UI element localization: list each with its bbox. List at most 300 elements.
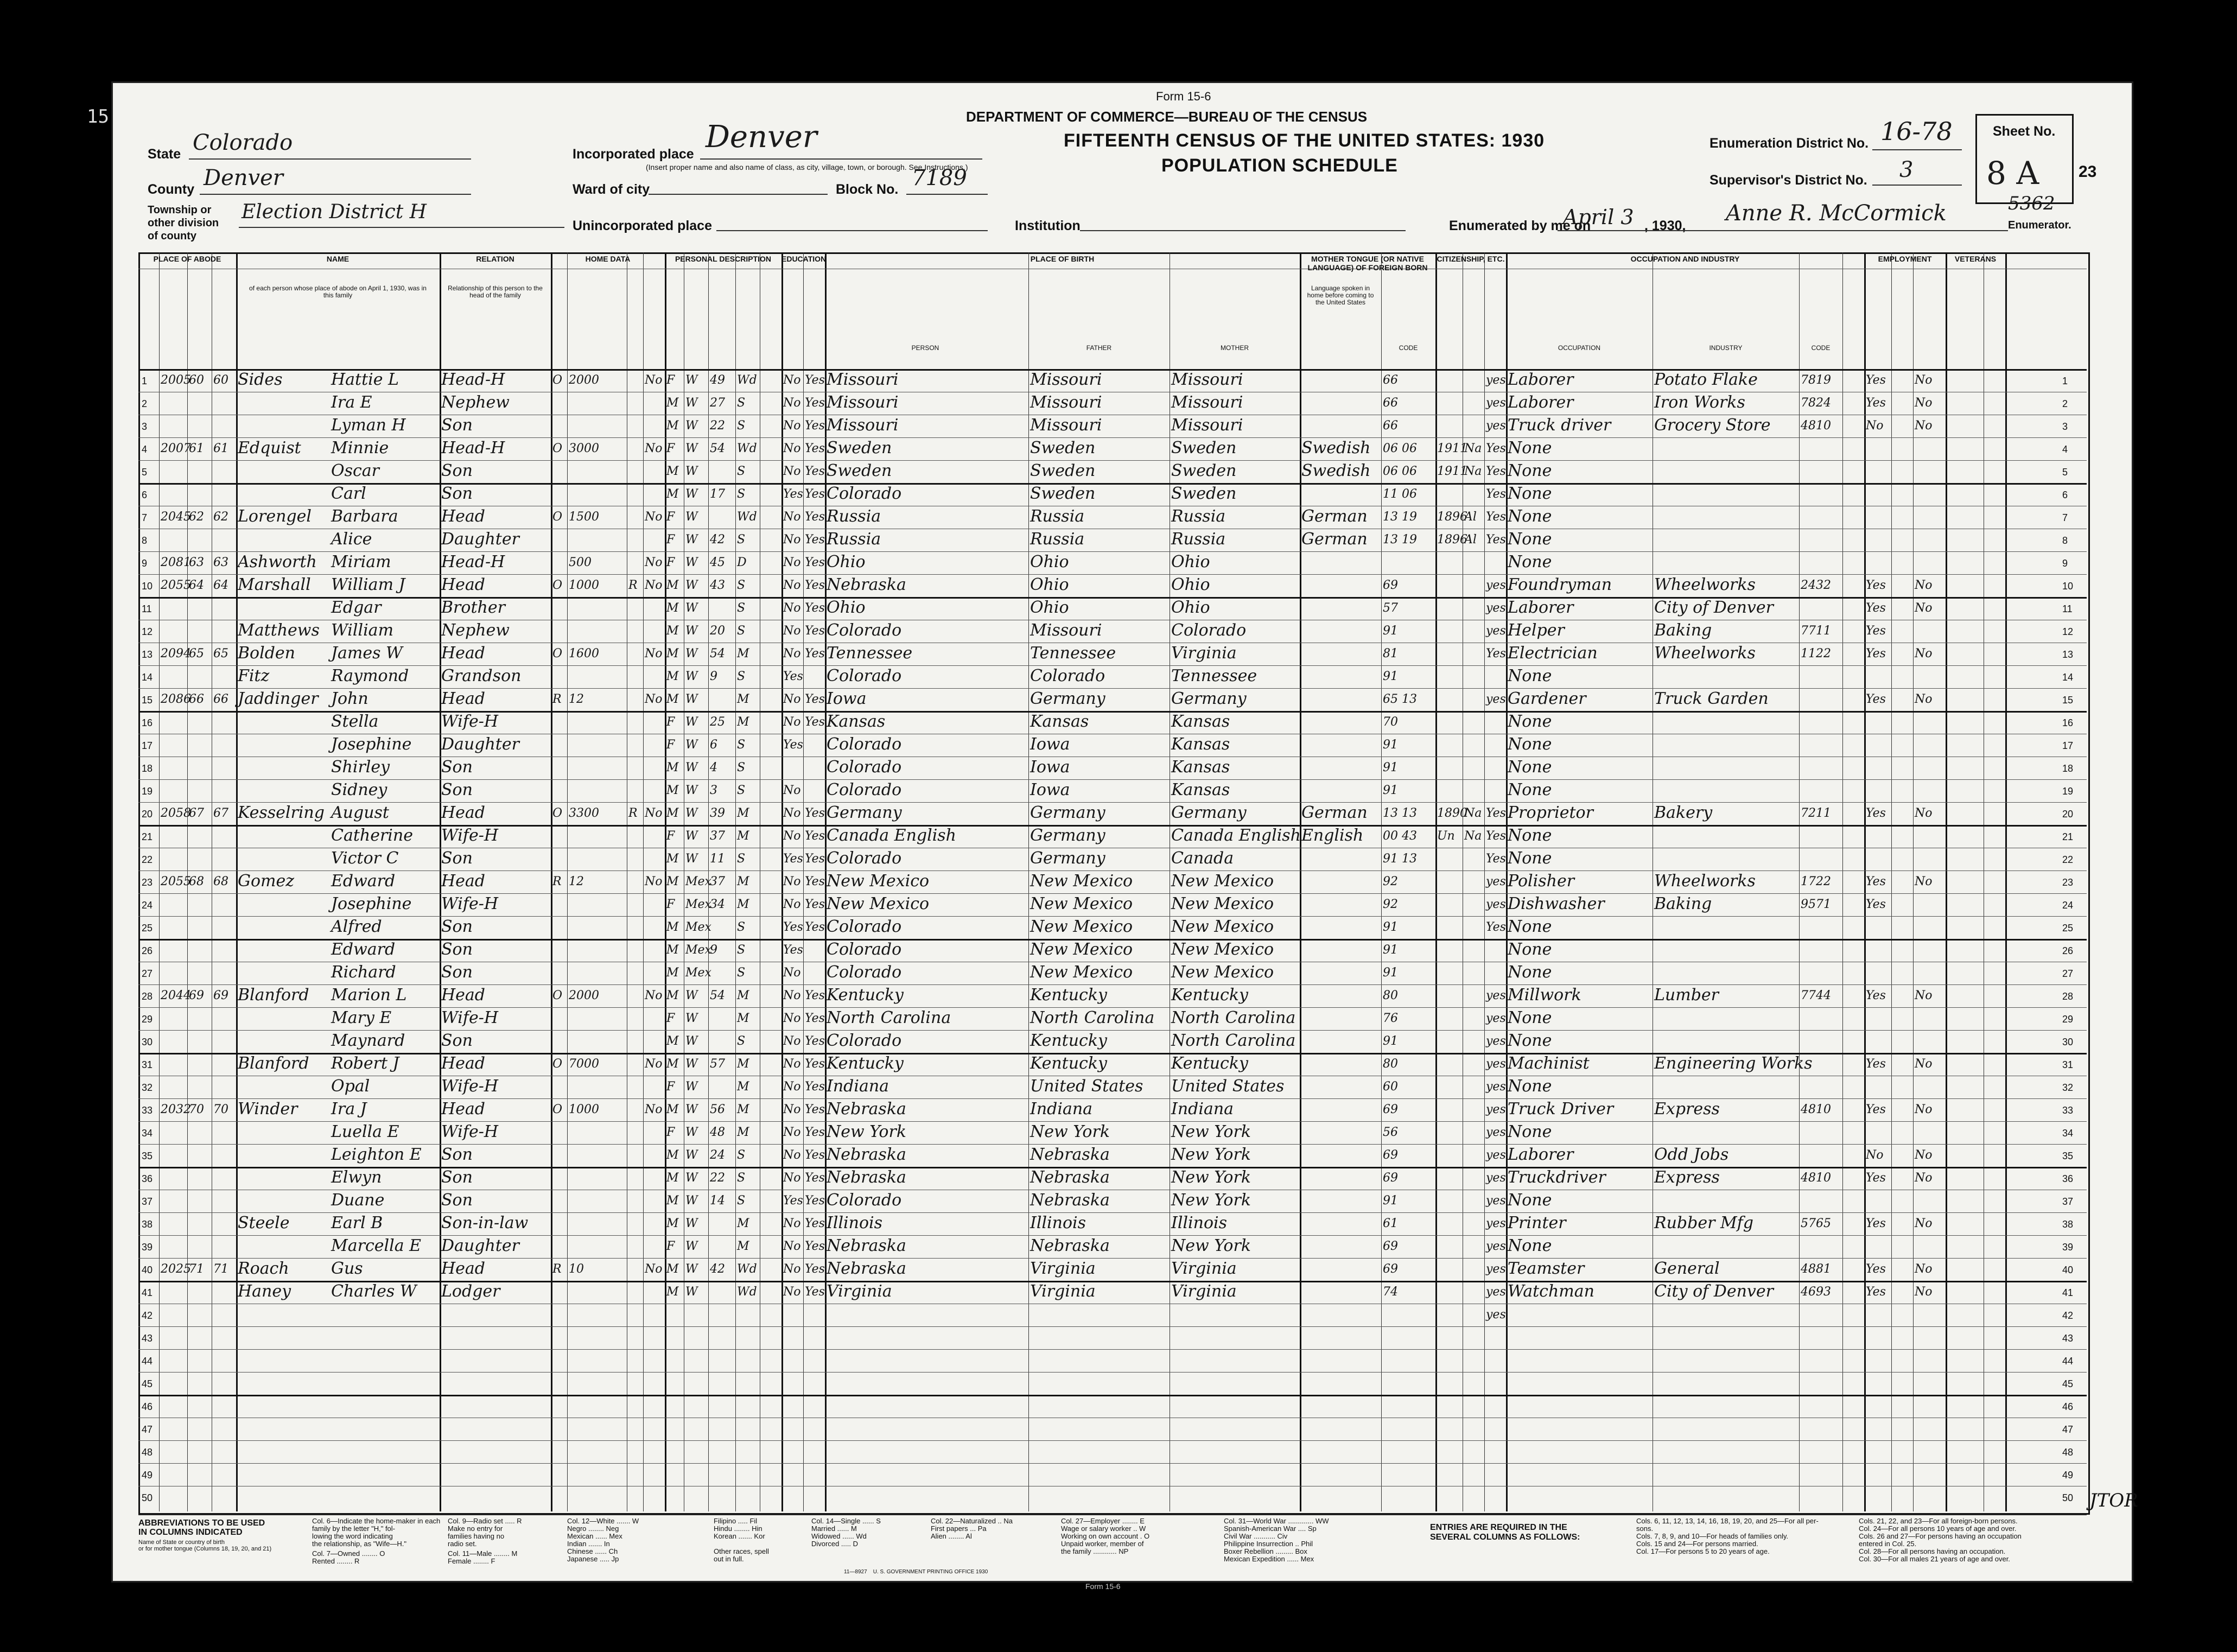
cell-ln3: 49 bbox=[2062, 1470, 2074, 1481]
cell-ln: 37 bbox=[142, 1196, 153, 1207]
cell-name-given: John bbox=[331, 689, 368, 708]
cell-occ: Truck driver bbox=[1508, 416, 1611, 435]
cell-ln: 19 bbox=[142, 786, 153, 797]
cell-name-given: William bbox=[331, 621, 394, 640]
cell-ln: 13 bbox=[142, 649, 153, 660]
cell-code: 69 bbox=[1383, 1103, 1398, 1116]
cell-ln: 2 bbox=[142, 398, 148, 409]
cell-dw: 66 bbox=[189, 692, 204, 706]
cell-eng: yes bbox=[1486, 419, 1506, 433]
cell-street: 2007 bbox=[161, 442, 191, 455]
abbreviations-subtitle: Name of State or country of birth or for mother tongue (Columns 18, 19, 20, and 21) bbox=[138, 1539, 272, 1552]
cell-name-surname: Fitz bbox=[238, 666, 270, 685]
table-row bbox=[138, 551, 2087, 574]
cell-sex: M bbox=[666, 487, 679, 501]
cell-father: Germany bbox=[1030, 689, 1105, 708]
cell-name-surname: Edquist bbox=[238, 439, 301, 458]
column-header-occupation: OCCUPATION bbox=[1558, 344, 1601, 352]
cell-dw: 68 bbox=[189, 875, 204, 888]
cell-sex: F bbox=[666, 510, 675, 524]
cell-birth: Colorado bbox=[827, 849, 902, 868]
cell-sex: F bbox=[666, 715, 675, 729]
cell-race: W bbox=[685, 670, 698, 683]
cell-vet: No bbox=[1915, 989, 1933, 1002]
cell-rel: Son bbox=[441, 1145, 473, 1164]
cell-name-given: Josephine bbox=[331, 894, 412, 913]
cell-mother: Illinois bbox=[1171, 1213, 1228, 1232]
cell-read: Yes bbox=[805, 1012, 825, 1025]
table-row bbox=[138, 1418, 2087, 1440]
cell-sex: M bbox=[666, 852, 679, 866]
table-row bbox=[138, 1121, 2087, 1144]
cell-ln: 27 bbox=[142, 968, 153, 979]
cell-race: W bbox=[685, 1194, 698, 1208]
cell-farm: No bbox=[645, 875, 663, 888]
cell-eng: yes bbox=[1486, 1126, 1506, 1139]
cell-read: Yes bbox=[805, 556, 825, 569]
cell-race: W bbox=[685, 1012, 698, 1025]
cell-tenure: O bbox=[552, 806, 563, 820]
cell-occ: None bbox=[1508, 439, 1552, 458]
township-label: Township or other division of county bbox=[148, 204, 219, 242]
cell-birth: Colorado bbox=[827, 940, 902, 959]
cell-father: Ohio bbox=[1030, 552, 1069, 571]
cell-father: Nebraska bbox=[1030, 1145, 1110, 1164]
cell-name-given: Sidney bbox=[331, 780, 387, 799]
cell-farm: No bbox=[645, 579, 663, 592]
cell-icode: 9571 bbox=[1801, 898, 1831, 911]
cell-ln3: 43 bbox=[2062, 1333, 2074, 1344]
cell-lang: German bbox=[1301, 803, 1368, 822]
cell-name-surname: Lorengel bbox=[238, 507, 312, 526]
cell-ln: 49 bbox=[142, 1470, 153, 1481]
cell-code: 92 bbox=[1383, 898, 1398, 911]
table-row bbox=[138, 1349, 2087, 1372]
cell-sex: F bbox=[666, 533, 675, 547]
cell-school: No bbox=[783, 647, 801, 660]
cell-mar: S bbox=[737, 487, 746, 501]
cell-occ: None bbox=[1508, 484, 1552, 503]
cell-name-given: Barbara bbox=[331, 507, 398, 526]
cell-value: 12 bbox=[569, 875, 584, 888]
cell-name-given: Oscar bbox=[331, 461, 380, 480]
cell-mother: Canada English bbox=[1171, 826, 1301, 845]
cell-birth: Colorado bbox=[827, 1191, 902, 1210]
township-value: Election District H bbox=[242, 201, 427, 223]
cell-tenure: O bbox=[552, 373, 563, 387]
cell-mother: New Mexico bbox=[1171, 963, 1274, 982]
cell-ln3: 45 bbox=[2062, 1378, 2074, 1389]
cell-icode: 4881 bbox=[1801, 1262, 1831, 1276]
cell-read: Yes bbox=[805, 1194, 825, 1208]
cell-vet: No bbox=[1915, 1103, 1933, 1116]
cell-father: Sweden bbox=[1030, 484, 1096, 503]
table-row bbox=[138, 825, 2087, 848]
cell-name-surname: Winder bbox=[238, 1100, 298, 1119]
cell-mar: S bbox=[737, 1148, 746, 1162]
cell-ln3: 26 bbox=[2062, 945, 2074, 956]
table-row bbox=[138, 665, 2087, 688]
cell-father: Indiana bbox=[1030, 1100, 1093, 1119]
cell-birth: Russia bbox=[827, 530, 881, 549]
cell-sex: M bbox=[666, 624, 679, 638]
supervisor-district-label: Supervisor's District No. bbox=[1709, 173, 1867, 188]
cell-sex: M bbox=[666, 920, 679, 934]
cell-father: New Mexico bbox=[1030, 894, 1133, 913]
cell-sex: M bbox=[666, 465, 679, 478]
cell-mother: Colorado bbox=[1171, 621, 1247, 640]
cell-school: No bbox=[783, 806, 801, 820]
cell-ln3: 32 bbox=[2062, 1082, 2074, 1093]
sheet-number-label: Sheet No. bbox=[1993, 124, 2056, 139]
cell-ind: Express bbox=[1654, 1100, 1720, 1119]
corner-mark: JTOR bbox=[2089, 1490, 2138, 1511]
cell-mar: M bbox=[737, 647, 749, 660]
cell-school: No bbox=[783, 784, 801, 797]
table-row bbox=[138, 916, 2087, 939]
cell-code: 91 bbox=[1383, 920, 1398, 934]
cell-school: No bbox=[783, 442, 801, 455]
cell-mar: S bbox=[737, 396, 746, 410]
cell-mother: Kansas bbox=[1171, 758, 1230, 777]
cell-mother: Sweden bbox=[1171, 461, 1237, 480]
cell-name-given: Victor C bbox=[331, 849, 399, 868]
cell-rel: Daughter bbox=[441, 735, 519, 754]
cell-occ: Laborer bbox=[1508, 598, 1574, 617]
cell-icode: 2432 bbox=[1801, 579, 1831, 592]
cell-ln: 28 bbox=[142, 991, 153, 1002]
table-row bbox=[138, 1395, 2087, 1418]
table-row bbox=[138, 688, 2087, 711]
cell-race: W bbox=[685, 373, 698, 387]
cell-race: W bbox=[685, 601, 698, 615]
column-header-father: FATHER bbox=[1086, 344, 1112, 352]
cell-mar: S bbox=[737, 624, 746, 638]
cell-rel: Son bbox=[441, 461, 473, 480]
cell-farm: No bbox=[645, 373, 663, 387]
cell-street: 2094 bbox=[161, 647, 191, 660]
cell-birth: Russia bbox=[827, 507, 881, 526]
cell-mother: New York bbox=[1171, 1168, 1251, 1187]
cell-eng: yes bbox=[1486, 373, 1506, 387]
cell-eng: yes bbox=[1486, 1308, 1506, 1321]
table-row bbox=[138, 1076, 2087, 1098]
cell-imm: Un bbox=[1437, 829, 1455, 843]
cell-dw: 63 bbox=[189, 556, 204, 569]
cell-ln: 20 bbox=[142, 809, 153, 819]
col14-note: Col. 14—Single ...... S Married ...... M Widowed ...... Wd Divorced ..... D bbox=[811, 1517, 881, 1548]
cell-school: No bbox=[783, 692, 801, 706]
cell-age: 27 bbox=[710, 396, 725, 410]
cell-father: Iowa bbox=[1030, 735, 1070, 754]
cell-age: 11 bbox=[710, 852, 725, 866]
table-row bbox=[138, 871, 2087, 893]
cell-code: 06 06 bbox=[1383, 465, 1417, 478]
cell-occ: None bbox=[1508, 849, 1552, 868]
cell-father: Illinois bbox=[1030, 1213, 1086, 1232]
cell-lang: German bbox=[1301, 507, 1368, 526]
cell-mother: Kentucky bbox=[1171, 986, 1248, 1005]
cell-birth: Ohio bbox=[827, 598, 866, 617]
cell-school: No bbox=[783, 419, 801, 433]
cell-work: Yes bbox=[1866, 989, 1886, 1002]
column-header-relation: Relationship of this person to the head of the family bbox=[448, 284, 543, 299]
cell-occ: None bbox=[1508, 1191, 1552, 1210]
cell-eng: yes bbox=[1486, 1034, 1506, 1048]
cell-eng: yes bbox=[1486, 898, 1506, 911]
cell-rel: Head bbox=[441, 689, 486, 708]
cell-race: W bbox=[685, 1080, 698, 1094]
cell-mar: S bbox=[737, 784, 746, 797]
cell-ln: 44 bbox=[142, 1356, 153, 1367]
cell-birth: Kansas bbox=[827, 712, 886, 731]
state-value: Colorado bbox=[193, 130, 293, 155]
cell-race: W bbox=[685, 1171, 698, 1185]
block-label: Block No. bbox=[836, 182, 899, 197]
cell-value: 12 bbox=[569, 692, 584, 706]
cell-ind: Express bbox=[1654, 1168, 1720, 1187]
cell-name-given: Stella bbox=[331, 712, 379, 731]
cell-age: 9 bbox=[710, 943, 717, 957]
column-header-code2: CODE bbox=[1811, 344, 1831, 352]
cell-code: 92 bbox=[1383, 875, 1398, 888]
cell-name-surname: Steele bbox=[238, 1213, 290, 1232]
cell-mother: Missouri bbox=[1171, 393, 1243, 412]
cell-occ: None bbox=[1508, 530, 1552, 549]
cell-father: Iowa bbox=[1030, 758, 1070, 777]
cell-ln: 34 bbox=[142, 1128, 153, 1139]
cell-work: Yes bbox=[1866, 647, 1886, 660]
cell-ln: 39 bbox=[142, 1242, 153, 1253]
cell-sex: F bbox=[666, 1126, 675, 1139]
cell-read: Yes bbox=[805, 920, 825, 934]
cell-mar: S bbox=[737, 1171, 746, 1185]
cell-race: W bbox=[685, 829, 698, 843]
cell-ln3: 11 bbox=[2062, 603, 2073, 614]
cell-value: 1600 bbox=[569, 647, 599, 660]
cell-code: 69 bbox=[1383, 579, 1398, 592]
cell-sex: M bbox=[666, 1148, 679, 1162]
cell-cit: Al bbox=[1464, 533, 1477, 547]
cell-ln: 43 bbox=[142, 1333, 153, 1344]
column-header-mother: MOTHER bbox=[1221, 344, 1249, 352]
cell-school: No bbox=[783, 989, 801, 1002]
cell-father: Missouri bbox=[1030, 416, 1102, 435]
cell-name-given: Josephine bbox=[331, 735, 412, 754]
cell-age: 37 bbox=[710, 829, 725, 843]
cell-read: Yes bbox=[805, 715, 825, 729]
cell-work: No bbox=[1866, 419, 1884, 433]
cell-imm: 1911 bbox=[1437, 465, 1467, 478]
sheet-number-value: 8 A bbox=[1986, 155, 2039, 192]
cell-read: Yes bbox=[805, 510, 825, 524]
cell-code: 91 bbox=[1383, 738, 1398, 752]
cell-work: Yes bbox=[1866, 1262, 1886, 1276]
printer-line: 11—8927 U. S. GOVERNMENT PRINTING OFFICE 1930 bbox=[844, 1569, 988, 1575]
cell-dw: 65 bbox=[189, 647, 204, 660]
cell-vet: No bbox=[1915, 373, 1933, 387]
cell-ln3: 35 bbox=[2062, 1151, 2074, 1161]
cell-dw: 71 bbox=[189, 1262, 204, 1276]
cell-read: Yes bbox=[805, 1171, 825, 1185]
cell-rel: Head bbox=[441, 575, 486, 594]
cell-ln: 50 bbox=[142, 1492, 153, 1503]
cell-mar: S bbox=[737, 579, 746, 592]
cell-value: 7000 bbox=[569, 1057, 599, 1071]
cell-school: No bbox=[783, 556, 801, 569]
cell-ln: 38 bbox=[142, 1219, 153, 1230]
cell-occ: None bbox=[1508, 963, 1552, 982]
cell-race: W bbox=[685, 692, 698, 706]
cell-mar: M bbox=[737, 1057, 749, 1071]
cell-father: Missouri bbox=[1030, 393, 1102, 412]
cell-fam: 67 bbox=[213, 806, 228, 820]
cell-race: Mex bbox=[685, 898, 711, 911]
cell-birth: Colorado bbox=[827, 780, 902, 799]
column-group-0: PLACE OF ABODE bbox=[153, 255, 221, 263]
cell-eng: yes bbox=[1486, 1171, 1506, 1185]
cell-eng: yes bbox=[1486, 601, 1506, 615]
cell-mar: S bbox=[737, 419, 746, 433]
cell-school: No bbox=[783, 875, 801, 888]
cell-ind: Baking bbox=[1654, 894, 1712, 913]
cell-value: 3000 bbox=[569, 442, 599, 455]
cell-sex: M bbox=[666, 601, 679, 615]
cell-eng: yes bbox=[1486, 1148, 1506, 1162]
cell-birth: Virginia bbox=[827, 1282, 892, 1301]
enumerator-name: Anne R. McCormick bbox=[1726, 201, 1947, 226]
cell-ln: 48 bbox=[142, 1447, 153, 1458]
table-row bbox=[138, 392, 2087, 415]
cell-father: New York bbox=[1030, 1122, 1110, 1141]
cell-code: 60 bbox=[1383, 1080, 1398, 1094]
col12b-note: Filipino ..... Fil Hindu ........ Hin Korean ....... Kor Other races, spell out in full. bbox=[714, 1517, 769, 1563]
cell-fam: 68 bbox=[213, 875, 228, 888]
cell-mar: S bbox=[737, 761, 746, 774]
cell-mar: M bbox=[737, 829, 749, 843]
cell-occ: None bbox=[1508, 1008, 1552, 1027]
cell-fam: 61 bbox=[213, 442, 228, 455]
enumerated-year: , 1930, bbox=[1644, 218, 1686, 233]
cell-code: 91 13 bbox=[1383, 852, 1417, 866]
cell-name-given: William J bbox=[331, 575, 405, 594]
supervisor-district-value: 3 bbox=[1899, 157, 1914, 182]
cell-sex: M bbox=[666, 670, 679, 683]
cell-occ: Laborer bbox=[1508, 393, 1574, 412]
cell-ln3: 24 bbox=[2062, 900, 2074, 911]
cell-icode: 5765 bbox=[1801, 1217, 1831, 1230]
cell-school: No bbox=[783, 373, 801, 387]
cell-imm: 1890 bbox=[1437, 806, 1467, 820]
cell-eng: yes bbox=[1486, 989, 1506, 1002]
cell-birth: Tennessee bbox=[827, 644, 913, 663]
cell-ln3: 30 bbox=[2062, 1037, 2074, 1047]
cell-ln: 46 bbox=[142, 1401, 153, 1412]
cell-mar: S bbox=[737, 601, 746, 615]
cell-read: Yes bbox=[805, 1034, 825, 1048]
cell-mother: Sweden bbox=[1171, 484, 1237, 503]
cell-rel: Son-in-law bbox=[441, 1213, 529, 1232]
cell-age: 49 bbox=[710, 373, 725, 387]
cell-occ: None bbox=[1508, 940, 1552, 959]
cell-ln3: 37 bbox=[2062, 1196, 2074, 1207]
cell-occ: None bbox=[1508, 1122, 1552, 1141]
cell-birth: Colorado bbox=[827, 1031, 902, 1050]
cell-race: W bbox=[685, 1057, 698, 1071]
cell-eng: yes bbox=[1486, 624, 1506, 638]
cell-school: No bbox=[783, 396, 801, 410]
cell-mar: M bbox=[737, 1103, 749, 1116]
cell-icode: 7824 bbox=[1801, 396, 1831, 410]
cell-mother: Virginia bbox=[1171, 1282, 1237, 1301]
cell-mar: M bbox=[737, 715, 749, 729]
cell-code: 70 bbox=[1383, 715, 1398, 729]
cell-occ: Electrician bbox=[1508, 644, 1598, 663]
cell-vet: No bbox=[1915, 1171, 1933, 1185]
cell-value: 2000 bbox=[569, 989, 599, 1002]
cell-rel: Grandson bbox=[441, 666, 522, 685]
cell-father: Colorado bbox=[1030, 666, 1105, 685]
cell-code: 91 bbox=[1383, 624, 1398, 638]
column-group-11: VETERANS bbox=[1954, 255, 1997, 263]
cell-age: 57 bbox=[710, 1057, 725, 1071]
cell-code: 91 bbox=[1383, 1034, 1398, 1048]
cell-farm: No bbox=[645, 556, 663, 569]
cell-father: Kentucky bbox=[1030, 1031, 1107, 1050]
cell-occ: Truck Driver bbox=[1508, 1100, 1614, 1119]
cell-read: Yes bbox=[805, 1103, 825, 1116]
cell-ln3: 12 bbox=[2062, 626, 2074, 637]
cell-vet: No bbox=[1915, 396, 1933, 410]
cell-fam: 66 bbox=[213, 692, 228, 706]
cell-rel: Son bbox=[441, 416, 473, 435]
cell-mother: Sweden bbox=[1171, 439, 1237, 458]
cell-read: Yes bbox=[805, 806, 825, 820]
cell-name-surname: Blanford bbox=[238, 1054, 309, 1073]
cell-occ: Teamster bbox=[1508, 1259, 1585, 1278]
cell-icode: 1122 bbox=[1801, 647, 1831, 660]
cell-ln3: 6 bbox=[2062, 490, 2068, 500]
cell-eng: Yes bbox=[1486, 852, 1506, 866]
cell-sex: M bbox=[666, 1262, 679, 1276]
cell-work: Yes bbox=[1866, 579, 1886, 592]
cell-vet: No bbox=[1915, 875, 1933, 888]
cell-street: 2032 bbox=[161, 1103, 191, 1116]
cell-read: Yes bbox=[805, 898, 825, 911]
cell-icode: 7819 bbox=[1801, 373, 1831, 387]
cell-ind: Bakery bbox=[1654, 803, 1713, 822]
table-row bbox=[138, 1144, 2087, 1167]
cell-race: W bbox=[685, 1148, 698, 1162]
cell-age: 42 bbox=[710, 533, 725, 547]
cell-ind: Wheelworks bbox=[1654, 872, 1756, 891]
table-row bbox=[138, 369, 2087, 392]
county-value: Denver bbox=[204, 166, 283, 190]
cell-father: Sweden bbox=[1030, 439, 1096, 458]
cell-fam: 62 bbox=[213, 510, 228, 524]
cell-ln3: 28 bbox=[2062, 991, 2074, 1002]
col9-note: Col. 9—Radio set ..... R Make no entry for families having no radio set. bbox=[448, 1517, 522, 1548]
cell-father: Germany bbox=[1030, 849, 1105, 868]
table-row bbox=[138, 1281, 2087, 1304]
table-row bbox=[138, 460, 2087, 483]
entries-list-2: Cols. 21, 22, and 23—For all foreign-born persons. Col. 24—For all persons 10 years of age and over. Cols. 26 and 27—For persons having an occupation entered in Col. 25. Col. 28—For all persons having an occupation. Col. 30—For all males 21 years of age and over. bbox=[1859, 1517, 2022, 1563]
table-row bbox=[138, 1326, 2087, 1349]
cell-occ: Machinist bbox=[1508, 1054, 1590, 1073]
cell-ln3: 40 bbox=[2062, 1265, 2074, 1275]
column-group-8: CITIZENSHIP, ETC. bbox=[1437, 255, 1505, 263]
cell-ln: 12 bbox=[142, 626, 153, 637]
